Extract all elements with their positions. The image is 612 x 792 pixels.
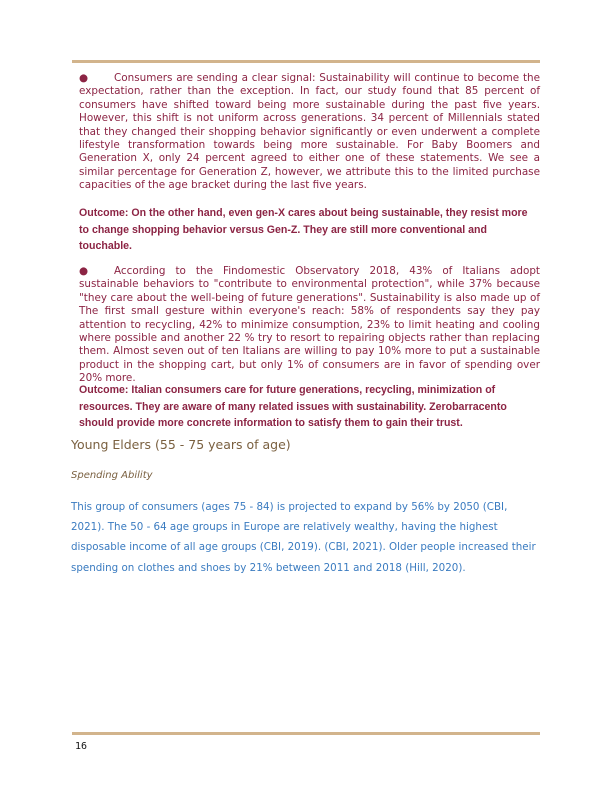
paragraph-text: According to the Findomestic Observatory 2018, 43% of Italians adopt sustainable behaviors to "contribute to environmental protection", while 37% because "they care about the well-being of future generations". Sustainability is also made up of The first small gesture within everyone's reach: 58% of respondents say they pay attention to recycling, 42% to minimize consumption, 23% to limit heating and cooling where possible and another 22 % try to resort to repairing objects rather than replacing them. Almost seven out of ten Italians are willing to pay 10% more to put a sustainable product in the shopping cart, but only 1% of consumers are in favor of spending over 20% more. — [79, 265, 540, 385]
bullet-paragraph — [79, 72, 540, 193]
outcome-note: Outcome: On the other hand, even gen-X cares about being sustainable, they resist more to change shopping behavior versus Gen-Z. They are still more conventional and touchable. — [79, 207, 528, 252]
bullet-paragraph — [79, 265, 540, 386]
page-number: 16 — [75, 741, 88, 752]
bullet-icon: ● — [79, 72, 89, 84]
section-heading: Young Elders (55 - 75 years of age) — [71, 437, 291, 452]
body-text: This group of consumers (ages 75 - 84) is projected to expand by 56% by 2050 (CBI, 2021). The 50 - 64 age groups in Europe are relatively wealthy, having the highest disposable income of all age groups (CBI, 2019). (CBI, 2021). Older people increased their spending on clothes and shoes by 21% between 2011 and 2018 (Hill, 2020). — [71, 501, 536, 574]
header-rule — [72, 60, 540, 63]
paragraph-text: Consumers are sending a clear signal: Sustainability will continue to become the expectation, rather than the exception. In fact, our study found that 85 percent of consumers have shifted toward being more sustainable during the past five years. However, this shift is not uniform across generations. 34 percent of Millennials stated that they changed their shopping behavior significantly or even underwent a complete lifestyle transformation towards being more sustainable. For Baby Boomers and Generation X, only 24 percent agreed to either one of these statements. We see a similar percentage for Generation Z, however, we attribute this to the limited purchase capacities of the age bracket during the last five years. — [79, 72, 540, 192]
bullet-icon: ● — [79, 265, 89, 277]
subheading: Spending Ability — [71, 470, 153, 481]
outcome-note: Outcome: Italian consumers care for future generations, recycling, minimization of resources. They are aware of many related issues with sustainability. Zerobarracento should provide more concrete information to satisfy them to gain their trust. — [79, 384, 507, 429]
footer-rule — [72, 732, 540, 735]
